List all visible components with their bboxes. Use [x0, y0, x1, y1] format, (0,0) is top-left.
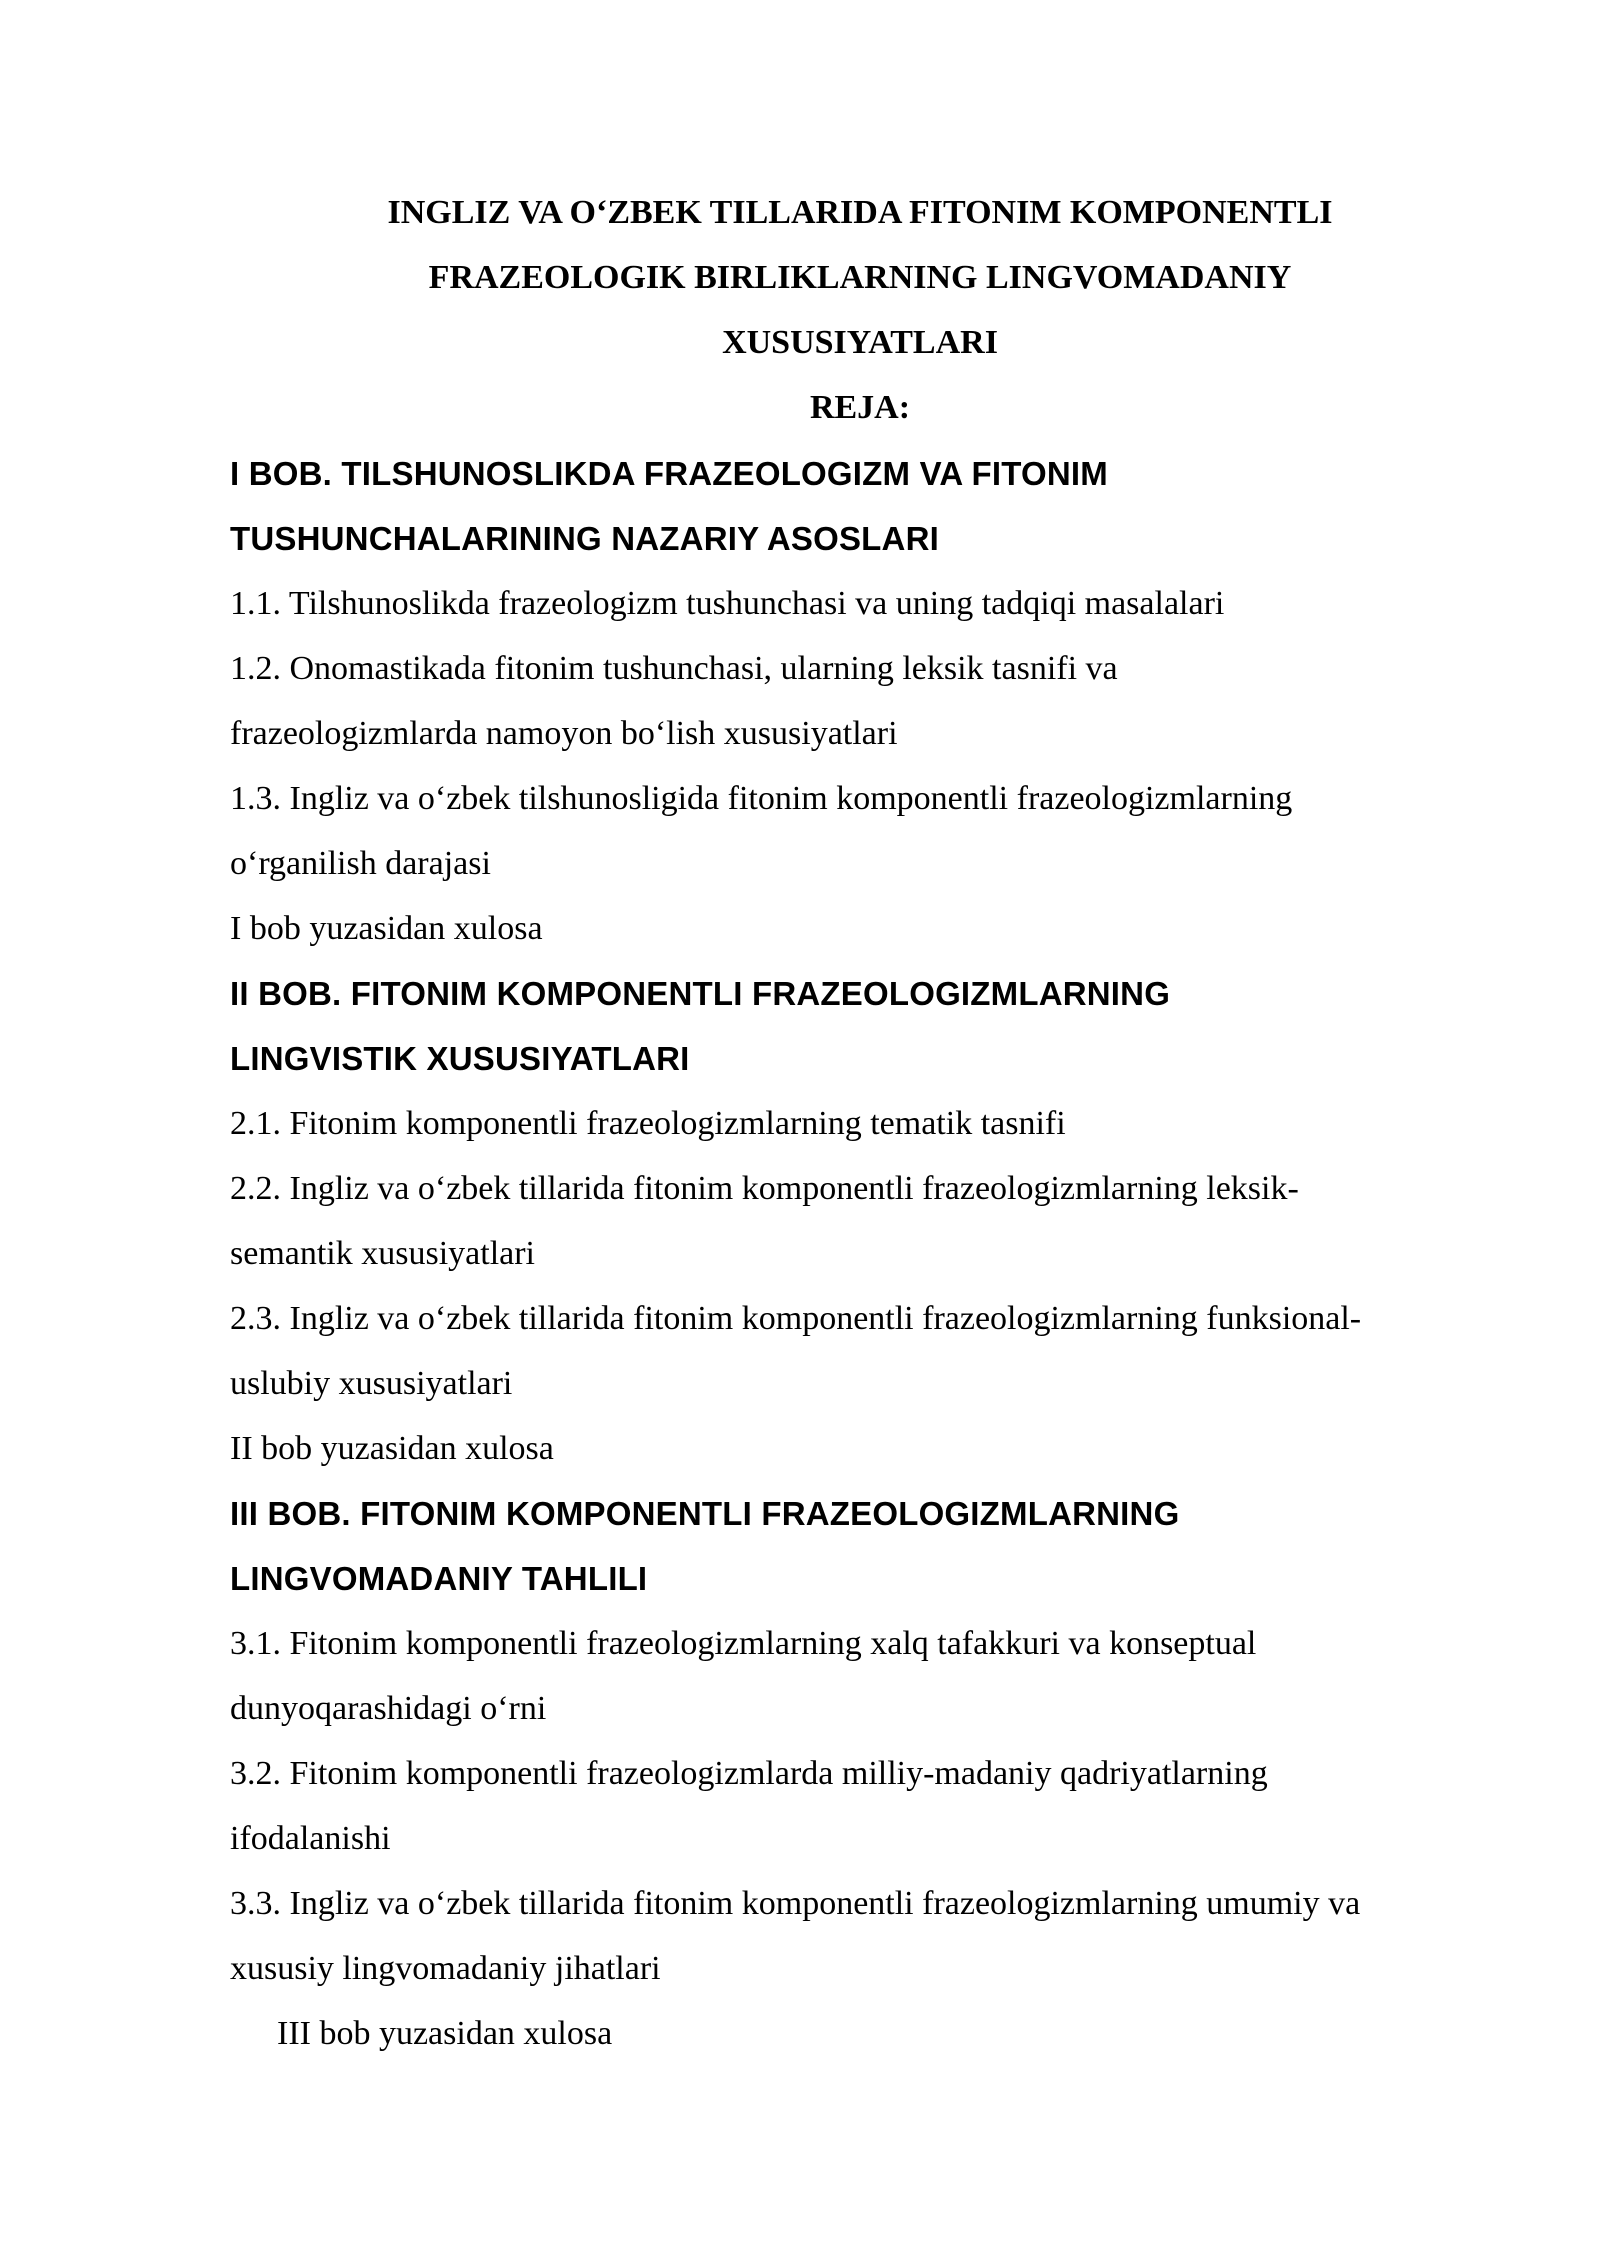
section-2-2 — [230, 1156, 1530, 1286]
section-1-2 — [230, 636, 1530, 766]
section-line: 2.1. Fitonim komponentli frazeologizmlarning tematik tasnifi — [230, 1105, 1066, 1142]
chapter-conclusion: I bob yuzasidan xulosa — [230, 910, 543, 947]
title-line: XUSUSIYATLARI — [722, 324, 998, 361]
chapter-heading-line: I BOB. TILSHUNOSLIKDA FRAZEOLOGIZM VA FITONIM — [230, 455, 1108, 492]
section-2-3 — [230, 1286, 1530, 1416]
section-line: 1.2. Onomastikada fitonim tushunchasi, ularning leksik tasnifi va — [230, 650, 1118, 687]
chapter-1 — [230, 441, 1530, 961]
chapter-conclusion: II bob yuzasidan xulosa — [230, 1430, 554, 1467]
section-2-1 — [230, 1091, 1530, 1156]
table-of-contents — [230, 441, 1530, 2066]
section-line: ifodalanishi — [230, 1820, 391, 1857]
chapter-heading-line: III BOB. FITONIM KOMPONENTLI FRAZEOLOGIZMLARNING — [230, 1495, 1180, 1532]
section-line: 1.1. Tilshunoslikda frazeologizm tushunchasi va uning tadqiqi masalalari — [230, 585, 1225, 622]
section-line: dunyoqarashidagi o‘rni — [230, 1690, 547, 1727]
chapter-2 — [230, 961, 1530, 1481]
section-line: frazeologizmlarda namoyon bo‘lish xususiyatlari — [230, 715, 898, 752]
chapter-heading-line: II BOB. FITONIM KOMPONENTLI FRAZEOLOGIZMLARNING — [230, 975, 1171, 1012]
section-3-3 — [230, 1871, 1530, 2001]
section-line: 3.3. Ingliz va o‘zbek tillarida fitonim komponentli frazeologizmlarning umumiy va — [230, 1885, 1361, 1922]
section-line: 2.2. Ingliz va o‘zbek tillarida fitonim komponentli frazeologizmlarning leksik- — [230, 1170, 1299, 1207]
chapter-heading-line: LINGVISTIK XUSUSIYATLARI — [230, 1040, 690, 1077]
chapter-heading — [230, 961, 1530, 1091]
title-line: FRAZEOLOGIK BIRLIKLARNING LINGVOMADANIY — [428, 259, 1292, 296]
chapter-heading — [230, 1481, 1530, 1611]
section-line: xususiy lingvomadaniy jihatlari — [230, 1950, 661, 1987]
section-line: 2.3. Ingliz va o‘zbek tillarida fitonim komponentli frazeologizmlarning funksional- — [230, 1300, 1362, 1337]
chapter-heading — [230, 441, 1530, 571]
chapter-heading-line: LINGVOMADANIY TAHLILI — [230, 1560, 648, 1597]
section-line: o‘rganilish darajasi — [230, 845, 491, 882]
section-line: semantik xususiyatlari — [230, 1235, 536, 1272]
document-title — [230, 180, 1490, 440]
section-3-1 — [230, 1611, 1530, 1741]
section-line: 1.3. Ingliz va o‘zbek tilshunosligida fitonim komponentli frazeologizmlarning — [230, 780, 1293, 817]
chapter-conclusion: III bob yuzasidan xulosa — [277, 2015, 613, 2052]
section-line: 3.2. Fitonim komponentli frazeologizmlarda milliy-madaniy qadriyatlarning — [230, 1755, 1268, 1792]
chapter-heading-line: TUSHUNCHALARINING NAZARIY ASOSLARI — [230, 520, 939, 557]
plan-label: REJA: — [809, 389, 911, 426]
section-3-2 — [230, 1741, 1530, 1871]
section-line: 3.1. Fitonim komponentli frazeologizmlarning xalq tafakkuri va konseptual — [230, 1625, 1257, 1662]
chapter-3 — [230, 1481, 1530, 2066]
section-1-3 — [230, 766, 1530, 896]
title-line: INGLIZ VA O‘ZBEK TILLARIDA FITONIM KOMPONENTLI — [387, 194, 1333, 231]
section-line: uslubiy xususiyatlari — [230, 1365, 513, 1402]
section-1-1 — [230, 571, 1530, 636]
